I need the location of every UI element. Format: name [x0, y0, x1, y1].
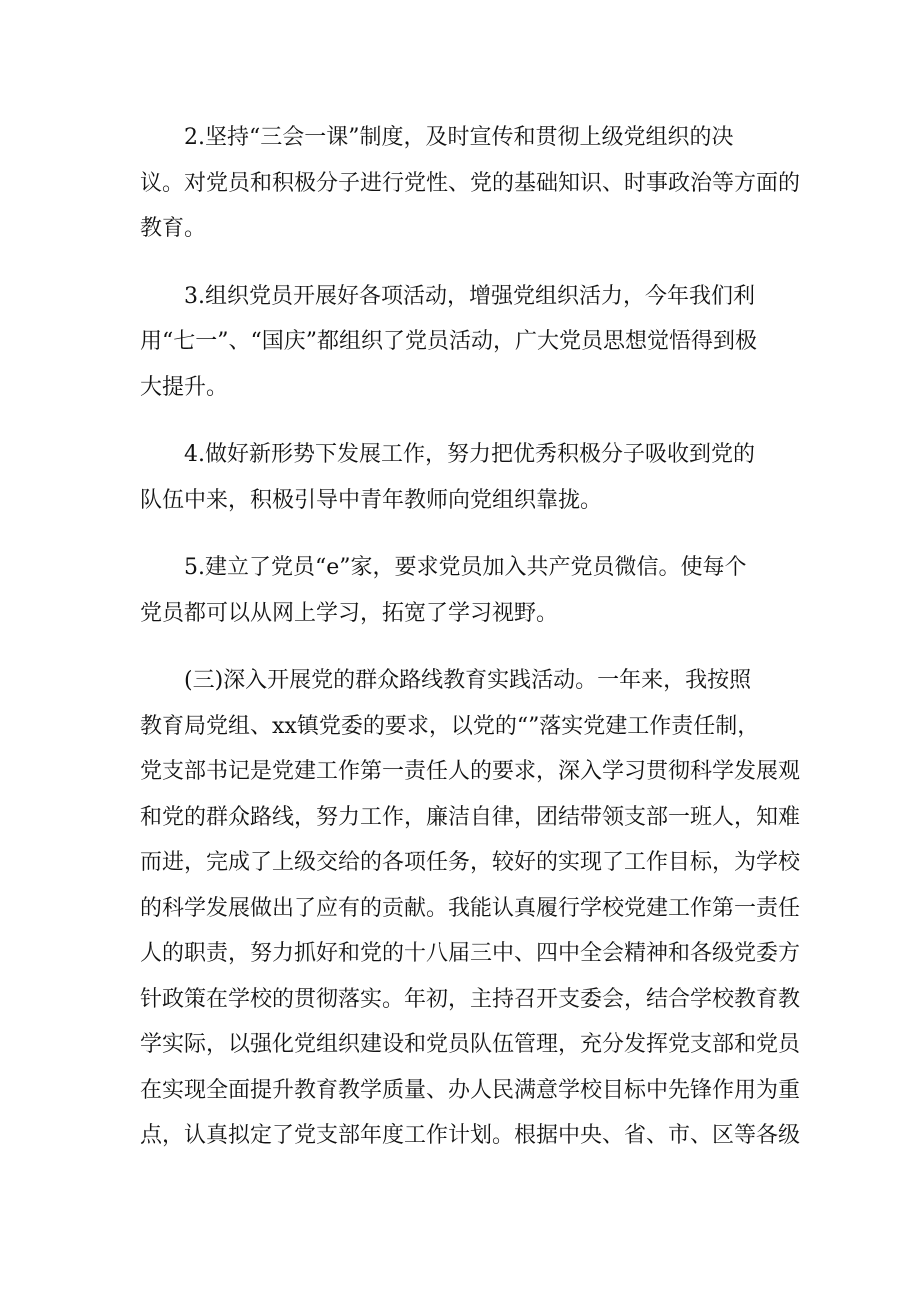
text-line: 的科学发展做出了应有的贡献。我能认真履行学校党建工作第一责任 — [140, 895, 801, 921]
text-line: 党支部书记是党建工作第一责任人的要求，深入学习贯彻科学发展观 — [140, 759, 801, 784]
text-line: 2.坚持“三会一课”制度，及时宣传和贯彻上级党组织的决 — [184, 125, 734, 150]
text-line: 4.做好新形势下发展工作，努力把优秀积极分子吸收到党的 — [184, 442, 755, 467]
paragraph-item-2 — [140, 115, 801, 252]
text-line: 队伍中来，积极引导中青年教师向党组织靠拢。 — [140, 487, 603, 513]
paragraph-item-3 — [140, 274, 780, 411]
text-line: 而进，完成了上级交给的各项任务，较好的实现了工作目标，为学校 — [140, 850, 801, 875]
paragraph-item-5 — [140, 545, 780, 636]
text-line: 3.组织党员开展好各项活动，增强党组织活力，今年我们利 — [184, 283, 755, 309]
paragraph-item-4 — [140, 432, 780, 523]
text-line: 人的职责，努力抓好和党的十八届三中、四中全会精神和各级党委方 — [140, 941, 801, 966]
text-line: 党员都可以从网上学习，拓宽了学习视野。 — [140, 600, 559, 626]
text-line: 学实际，以强化党组织建设和党员队伍管理，充分发挥党支部和党员 — [140, 1032, 801, 1057]
text-line: 在实现全面提升教育教学质量、办人民满意学校目标中先锋作用为重 — [140, 1077, 801, 1103]
document-body — [140, 115, 801, 1181]
text-line: 5.建立了党员“e”家，要求党员加入共产党员微信。使每个 — [184, 555, 747, 580]
text-line: (三)深入开展党的群众路线教育实践活动。一年来，我按照 — [184, 668, 752, 693]
text-line: 点，认真拟定了党支部年度工作计划。根据中央、省、市、区等各级 — [140, 1123, 801, 1148]
text-line: 教育。 — [140, 216, 207, 241]
text-line: 教育局党组、xx镇党委的要求，以党的“”落实党建工作责任制， — [140, 713, 760, 739]
text-line: 大提升。 — [140, 374, 229, 400]
text-line: 议。对党员和积极分子进行党性、党的基础知识、时事政治等方面的 — [140, 170, 801, 196]
paragraph-section-three — [140, 658, 801, 1159]
text-line: 和党的群众路线，努力工作，廉洁自律，团结带领支部一班人，知难 — [140, 804, 801, 830]
text-line: 针政策在学校的贯彻落实。年初，主持召开支委会，结合学校教育教 — [140, 986, 801, 1012]
text-line: 用“七一”、“国庆”都组织了党员活动，广大党员思想觉悟得到极 — [140, 329, 757, 354]
